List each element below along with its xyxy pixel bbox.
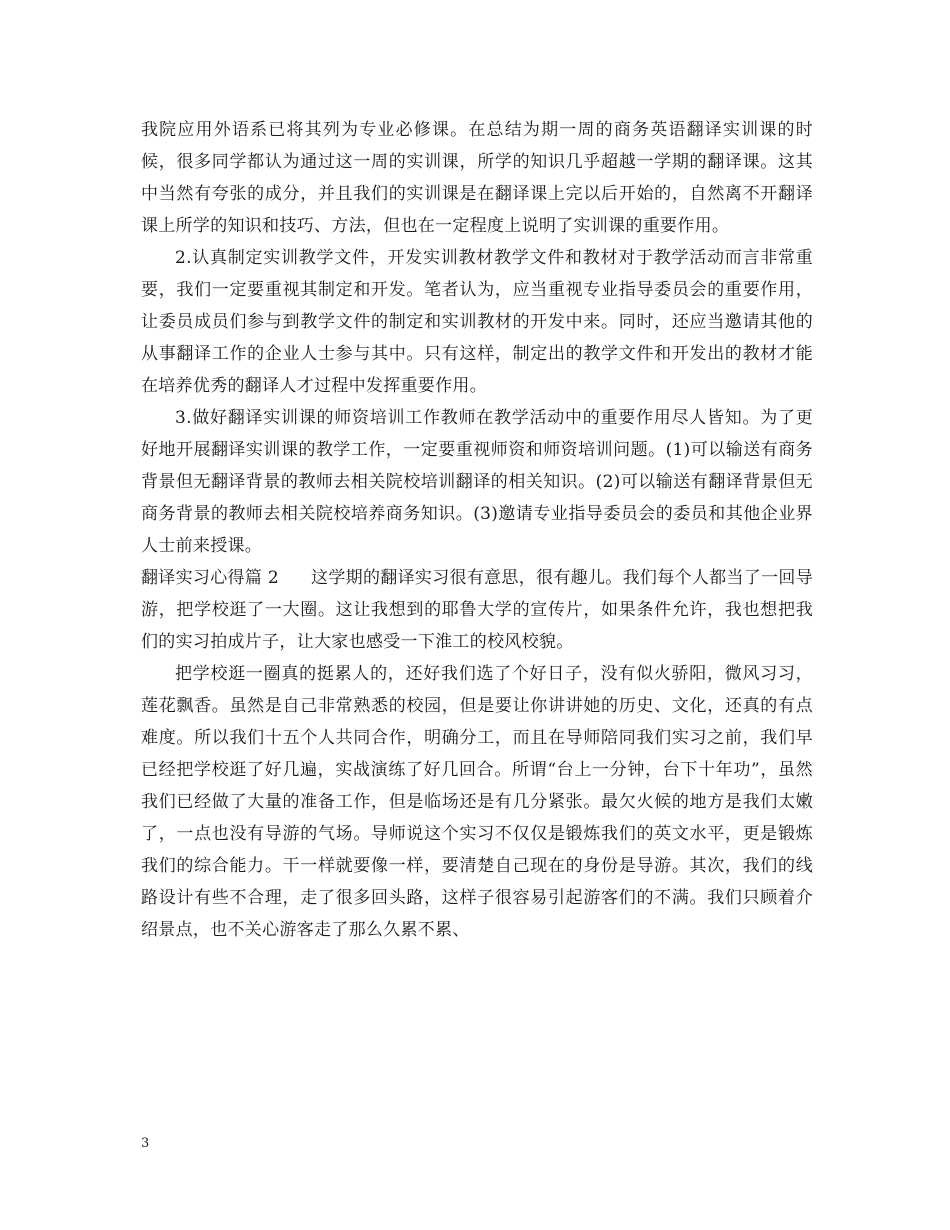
section-title: 翻译实习心得篇 2 [141, 568, 280, 588]
paragraph-1: 我院应用外语系已将其列为专业必修课。在总结为期一周的商务英语翻译实训课的时候，很多同学都认为通过这一周的实训课，所学的知识几乎超越一学期的翻译课。这其中当然有夸张的成分，并且我们的实训课是在翻译课上完以后开始的，自然离不开翻译课上所学的知识和技巧、方法，但也在一定程度上说明了实训课的重要作用。 [141, 120, 813, 236]
paragraph-3: 3.做好翻译实训课的师资培训工作教师在教学活动中的重要作用尽人皆知。为了更好地开展翻译实训课的教学工作，一定要重视师资和师资培训问题。(1)可以输送有商务背景但无翻译背景的教师去相关院校培训翻译的相关知识。(2)可以输送有翻译背景但无商务背景的教师去相关院校培养商务知识。(3)邀请专业指导委员会的委员和其他企业界人士前来授课。 [141, 408, 813, 556]
section-paragraph [141, 562, 813, 658]
page-number: 3 [141, 1136, 150, 1151]
paragraph-5: 把学校逛一圈真的挺累人的，还好我们选了个好日子，没有似火骄阳，微风习习，莲花飘香。虽然是自己非常熟悉的校园，但是要让你讲讲她的历史、文化，还真的有点难度。所以我们十五个人共同合作，明确分工，而且在导师陪同我们实习之前，我们早已经把学校逛了好几遍，实战演练了好几回合。所谓“台上一分钟，台下十年功”，虽然我们已经做了大量的准备工作，但是临场还是有几分紧张。最欠火候的地方是我们太嫩了，一点也没有导游的气场。导师说这个实习不仅仅是锻炼我们的英文水平，更是锻炼我们的综合能力。干一样就要像一样，要清楚自己现在的身份是导游。其次，我们的线路设计有些不合理，走了很多回头路，这样子很容易引起游客们的不满。我们只顾着介绍景点，也不关心游客走了那么久累不累、 [141, 664, 813, 940]
page-content [141, 114, 813, 946]
paragraph-2: 2.认真制定实训教学文件，开发实训教材教学文件和教材对于教学活动而言非常重要，我们一定要重视其制定和开发。笔者认为，应当重视专业指导委员会的重要作用，让委员成员们参与到教学文件的制定和实训教材的开发中来。同时，还应当邀请其他的从事翻译工作的企业人士参与其中。只有这样，制定出的教学文件和开发出的教材才能在培养优秀的翻译人才过程中发挥重要作用。 [141, 248, 813, 396]
section-first-text: 这学期的翻译实习很有意思，很有趣儿。我们每个人都当了一回导游，把学校逛了一大圈。这让我想到的耶鲁大学的宣传片，如果条件允许，我也想把我们的实习拍成片子，让大家也感受一下淮工的校风校貌。 [141, 568, 814, 652]
